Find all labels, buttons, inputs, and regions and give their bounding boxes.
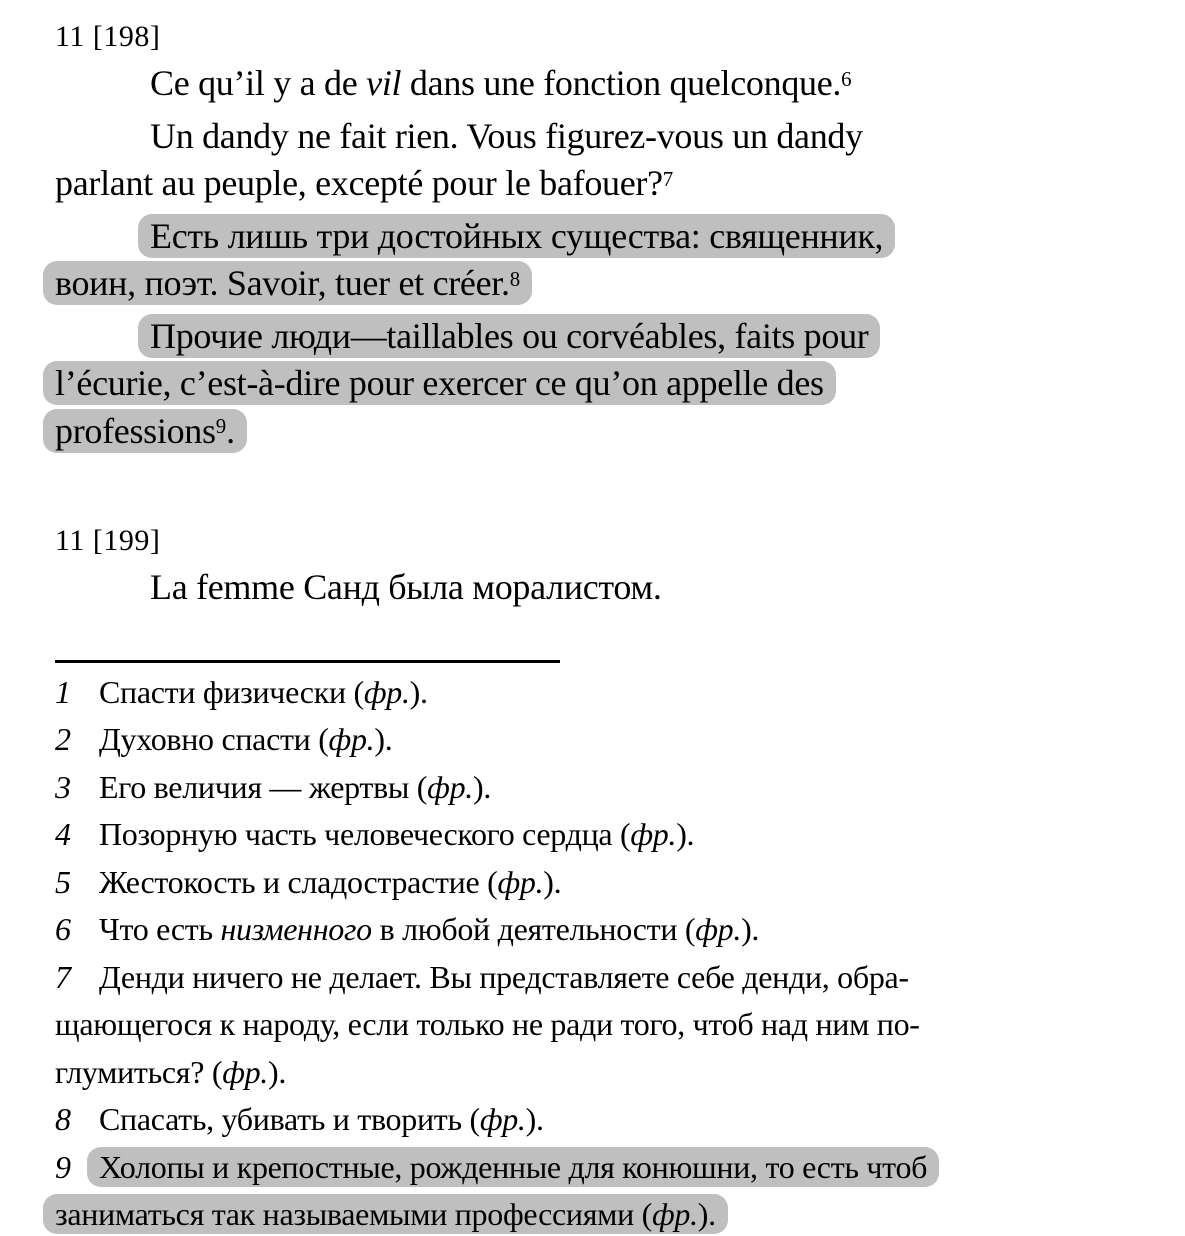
text-line-highlighted bbox=[55, 213, 1140, 261]
entry-label-199 bbox=[55, 518, 1140, 564]
text-segment: ). bbox=[472, 768, 492, 805]
text-line bbox=[55, 113, 1140, 161]
superscript-reference: 6 bbox=[841, 66, 852, 91]
footnote-number: 7 bbox=[55, 958, 71, 995]
text-segment: фр. bbox=[479, 1101, 526, 1137]
text-segment: La femme Санд была моралистом. bbox=[150, 567, 662, 607]
text-segment: 11 [198] bbox=[55, 20, 161, 53]
text-segment: фр. bbox=[651, 1196, 698, 1232]
text-segment: глумиться? ( bbox=[55, 1053, 223, 1090]
reader-highlight bbox=[43, 1194, 728, 1234]
footnote-9-continuation-highlighted bbox=[55, 1191, 1140, 1236]
text-segment: Un dandy ne fait rien. Vous figurez-vous un dandy bbox=[150, 115, 863, 156]
text-segment: фр. bbox=[328, 721, 375, 757]
text-segment: в любой деятельности ( bbox=[371, 911, 696, 947]
superscript-reference: 7 bbox=[662, 166, 674, 191]
vertical-spacer bbox=[55, 460, 1140, 518]
text-segment: фр. bbox=[222, 1053, 269, 1090]
footnote-number: 6 bbox=[55, 911, 71, 947]
text-segment: воин, поэт. Savoir, tuer et créer. bbox=[55, 263, 510, 303]
footnote-6 bbox=[55, 906, 1140, 954]
text-segment: parlant au peuple, excepté pour le bafouer? bbox=[55, 163, 663, 203]
footnote-number: 4 bbox=[55, 816, 71, 852]
text-segment: Что есть bbox=[99, 911, 221, 947]
reader-highlight bbox=[43, 361, 836, 405]
text-segment: Есть лишь три достойных существа: священник, bbox=[150, 215, 884, 256]
text-segment: Прочие люди—taillables ou corvéables, faits pour bbox=[150, 315, 869, 356]
text-segment: Жестокость и сладострастие ( bbox=[99, 863, 498, 900]
text-line bbox=[55, 160, 1140, 213]
text-segment: Спасать, убивать и творить ( bbox=[99, 1101, 480, 1137]
footnote-9-highlighted bbox=[55, 1144, 1140, 1192]
text-segment: Его величия — жертвы ( bbox=[99, 768, 428, 805]
footnote-number: 8 bbox=[55, 1101, 71, 1137]
text-line-highlighted bbox=[55, 313, 1140, 361]
text-segment: щающегося к народу, если только не ради того, чтоб над ним по- bbox=[55, 1006, 920, 1042]
footnote-5 bbox=[55, 859, 1140, 907]
footnote-3 bbox=[55, 764, 1140, 812]
text-segment: Позорную часть человеческого сердца ( bbox=[99, 816, 631, 852]
text-segment: Холопы и крепостные, рожденные для конюшни, то есть чтоб bbox=[99, 1148, 928, 1185]
entry-label-198 bbox=[55, 14, 1140, 60]
text-segment: фр. bbox=[497, 863, 544, 900]
text-line-highlighted bbox=[55, 408, 1140, 461]
reader-highlight bbox=[138, 214, 895, 258]
text-segment: ). bbox=[676, 816, 695, 852]
text-segment: фр. bbox=[427, 768, 473, 805]
text-segment: ). bbox=[525, 1101, 544, 1137]
footnote-7-continuation bbox=[55, 1001, 1140, 1049]
footnote-7 bbox=[55, 954, 1140, 1002]
text-segment: vil bbox=[366, 63, 402, 103]
text-segment: фр. bbox=[630, 816, 677, 852]
footnote-number: 2 bbox=[55, 721, 71, 757]
superscript-reference: 9 bbox=[215, 414, 227, 439]
text-segment: Денди ничего не делает. Вы представляете себе денди, обра- bbox=[99, 958, 909, 995]
reader-highlight bbox=[43, 261, 532, 305]
footnote-number: 5 bbox=[55, 863, 71, 900]
text-segment: ). bbox=[543, 863, 562, 900]
text-segment: ). bbox=[409, 673, 428, 710]
superscript-reference: 8 bbox=[509, 266, 521, 291]
footnote-number: 9 bbox=[55, 1148, 71, 1185]
text-line-highlighted bbox=[55, 360, 1140, 408]
text-segment: фр. bbox=[695, 911, 742, 947]
footnote-2 bbox=[55, 716, 1140, 764]
text-segment: 11 [199] bbox=[55, 524, 161, 557]
text-segment: Спасти физически ( bbox=[99, 673, 364, 710]
text-segment: ). bbox=[741, 911, 760, 947]
text-segment: ). bbox=[374, 721, 393, 757]
reader-highlight bbox=[43, 409, 247, 453]
text-segment: ). bbox=[268, 1053, 287, 1090]
text-segment: ). bbox=[697, 1196, 716, 1232]
footnote-4 bbox=[55, 811, 1140, 859]
footnote-number: 1 bbox=[55, 673, 71, 710]
footnote-1 bbox=[55, 669, 1140, 717]
text-segment: заниматься так называемыми профессиями ( bbox=[55, 1196, 652, 1232]
text-segment: professions bbox=[55, 410, 216, 451]
footnote-7-continuation bbox=[55, 1049, 1140, 1097]
footnote-number: 3 bbox=[55, 768, 71, 805]
text-line bbox=[55, 60, 1140, 113]
text-segment: dans une fonction quelconque. bbox=[401, 63, 842, 103]
footnote-8 bbox=[55, 1096, 1140, 1144]
text-line-highlighted bbox=[55, 260, 1140, 313]
text-segment: низменного bbox=[220, 911, 372, 947]
footnote-divider bbox=[55, 660, 560, 663]
vertical-spacer bbox=[55, 612, 1140, 654]
reader-highlight bbox=[87, 1147, 939, 1187]
reader-highlight bbox=[138, 314, 880, 358]
text-segment: Ce qu’il y a de bbox=[150, 63, 367, 103]
text-segment: фр. bbox=[363, 673, 410, 710]
text-segment: Духовно спасти ( bbox=[99, 721, 329, 757]
text-segment: . bbox=[226, 410, 235, 451]
text-segment: l’écurie, c’est-à-dire pour exercer ce qu’on appelle des bbox=[55, 363, 824, 403]
text-line bbox=[55, 564, 1140, 612]
